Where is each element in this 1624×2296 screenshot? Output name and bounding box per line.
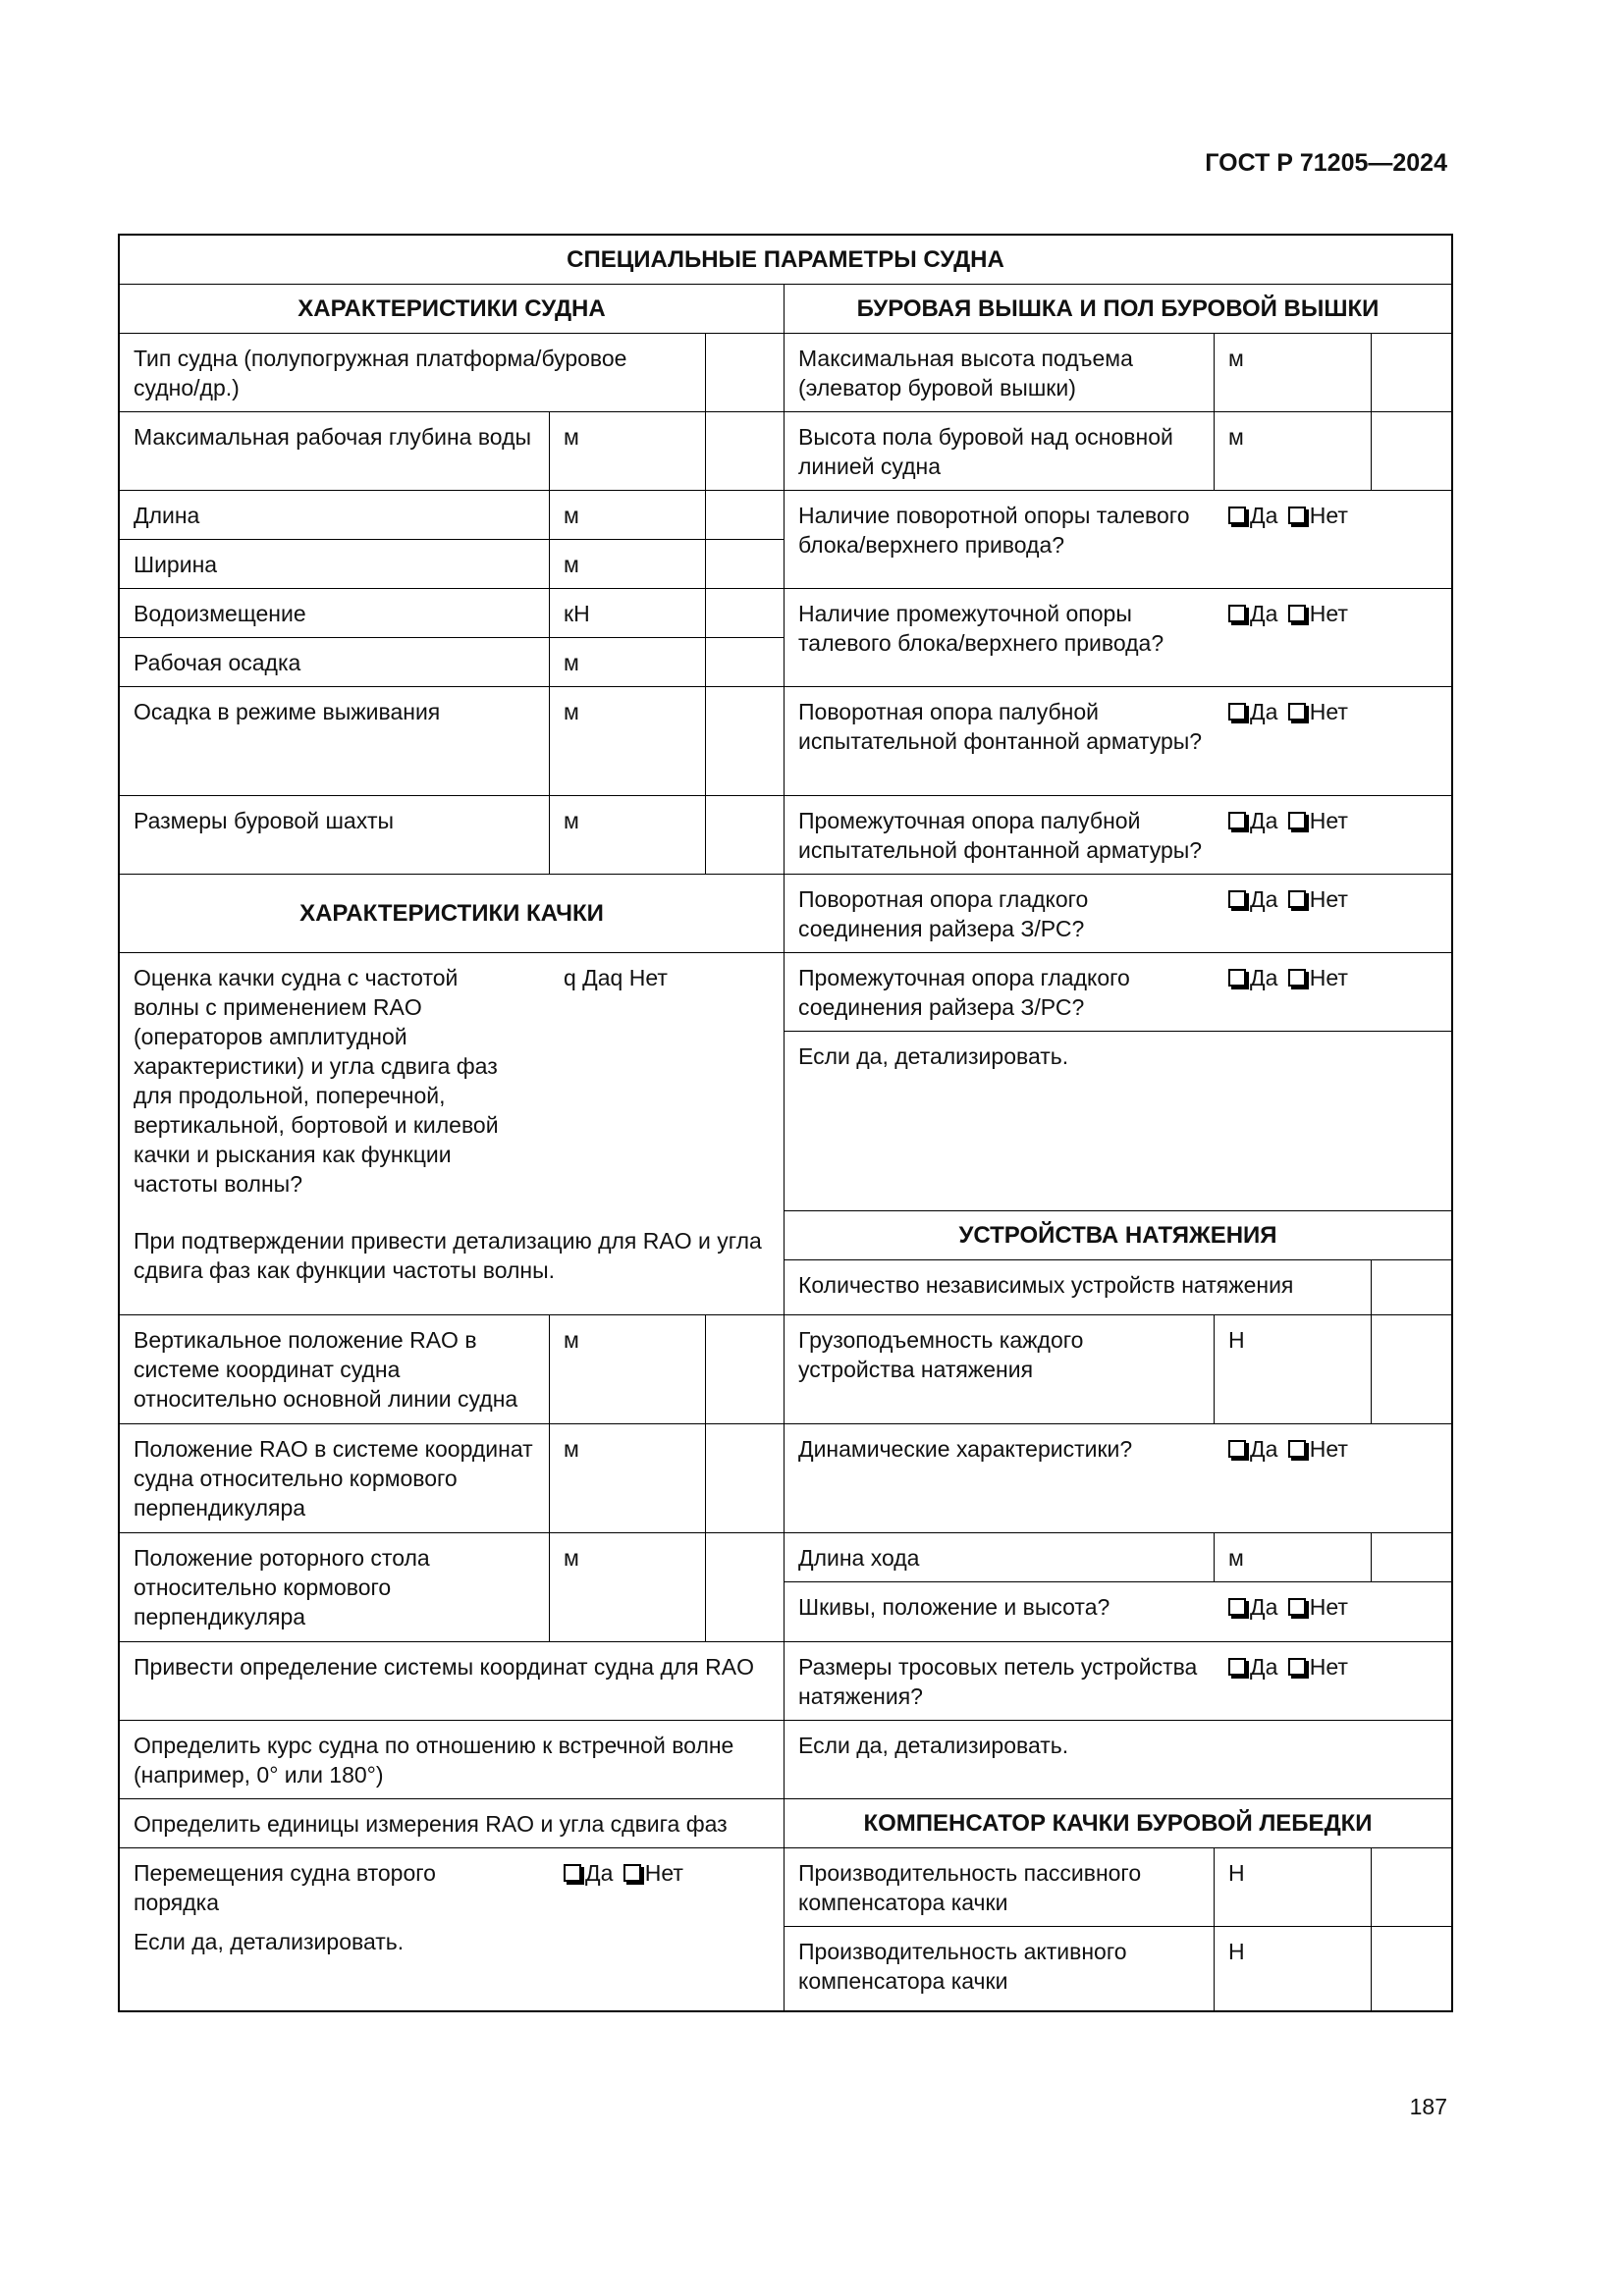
no-label: Нет — [644, 1860, 683, 1886]
yes-label: Да — [1250, 965, 1278, 990]
travelling-block-pivot-label: Наличие поворотной опоры талевого блока/верхнего привода? — [798, 503, 1190, 558]
travelling-block-pivot-yes-no — [1228, 501, 1348, 530]
rao-assessment-cell — [120, 953, 785, 1315]
sheaves-yes-no — [1228, 1592, 1348, 1622]
rotary-table-position-unit: м — [550, 1533, 706, 1642]
checkbox-yes[interactable] — [1228, 812, 1246, 829]
checkbox-yes[interactable] — [1228, 1440, 1246, 1458]
width-label: Ширина — [120, 540, 550, 589]
checkbox-yes[interactable] — [1228, 605, 1246, 622]
test-tree-pivot-label: Поворотная опора палубной испытательной фонтанной арматуры? — [798, 699, 1203, 754]
yes-label: Да — [1250, 601, 1278, 626]
rao-question: Оценка качки судна с частотой волны с применением RAO (операторов амплитудной характеристики) и угла сдвига фаз для продольной, поперечной, вертикальной, бортовой и килевой качки и рыскания как функции частоты волны? — [134, 965, 499, 1197]
checkbox-yes[interactable] — [1228, 969, 1246, 987]
no-label: Нет — [1309, 965, 1348, 990]
yes-label: Да — [585, 1860, 614, 1886]
no-label: Нет — [1309, 808, 1348, 833]
test-tree-pivot-yes-no — [1228, 697, 1348, 726]
rao-vertical-position-unit: м — [550, 1315, 706, 1424]
vessel-heading-definition: Определить курс судна по отношению к встречной волне (например, 0° или 180°) — [120, 1721, 785, 1799]
length-label: Длина — [120, 491, 550, 540]
checkbox-yes[interactable] — [1228, 890, 1246, 908]
active-compensator-value[interactable] — [1372, 1927, 1451, 2010]
tensioner-count-label: Количество независимых устройств натяжения — [785, 1260, 1372, 1315]
second-order-yes-no — [564, 1858, 683, 1888]
rao-note: При подтверждении привести детализацию для RAO и угла сдвига фаз как функции частоты волны. — [134, 1228, 762, 1283]
no-label: Нет — [1309, 886, 1348, 912]
displacement-unit: кН — [550, 589, 706, 638]
yes-label: Да — [1250, 808, 1278, 833]
checkbox-no[interactable] — [1288, 1598, 1306, 1616]
test-tree-intermediate-label: Промежуточная опора палубной испытательной фонтанной арматуры? — [798, 808, 1203, 863]
special-parameters-table — [118, 234, 1453, 2012]
drill-floor-height-label: Высота пола буровой над основной линией судна — [785, 412, 1215, 491]
active-compensator-unit: Н — [1215, 1927, 1372, 2010]
tensioner-capacity-label: Грузоподъемность каждого устройства натяжения — [785, 1315, 1215, 1424]
checkbox-no[interactable] — [1288, 703, 1306, 721]
checkbox-no[interactable] — [1288, 969, 1306, 987]
document-code: ГОСТ Р 71205—2024 — [1205, 149, 1447, 177]
riser-details-note: Если да, детализировать. — [785, 1032, 1451, 1211]
survival-draft-value[interactable] — [706, 687, 785, 796]
riser-flex-pivot-yes-no — [1228, 884, 1348, 914]
survival-draft-unit: м — [550, 687, 706, 796]
riser-flex-intermediate-row — [785, 953, 1451, 1032]
no-label: Нет — [1309, 503, 1348, 528]
tensioner-count-value[interactable] — [1372, 1260, 1451, 1315]
rao-vertical-position-value[interactable] — [706, 1315, 785, 1424]
max-water-depth-value[interactable] — [706, 412, 785, 491]
sheaves-label: Шкивы, положение и высота? — [798, 1594, 1110, 1620]
section-motion-compensator: КОМПЕНСАТОР КАЧКИ БУРОВОЙ ЛЕБЕДКИ — [785, 1799, 1451, 1848]
operating-draft-unit: м — [550, 638, 706, 687]
travelling-block-intermediate-row — [785, 589, 1451, 687]
travelling-block-pivot-row — [785, 491, 1451, 589]
checkbox-no[interactable] — [1288, 1658, 1306, 1676]
displacement-label: Водоизмещение — [120, 589, 550, 638]
second-order-motions-cell — [120, 1848, 785, 2010]
max-water-depth-label: Максимальная рабочая глубина воды — [120, 412, 550, 491]
test-tree-intermediate-yes-no — [1228, 806, 1348, 835]
section-derrick-drill-floor: БУРОВАЯ ВЫШКА И ПОЛ БУРОВОЙ ВЫШКИ — [785, 285, 1451, 334]
rao-aft-position-value[interactable] — [706, 1424, 785, 1533]
wire-loops-label: Размеры тросовых петель устройства натяжения? — [798, 1654, 1198, 1709]
yes-label: Да — [1250, 1436, 1278, 1462]
checkbox-no[interactable] — [1288, 1440, 1306, 1458]
checkbox-yes[interactable] — [1228, 1658, 1246, 1676]
max-water-depth-unit: м — [550, 412, 706, 491]
section-vessel-characteristics: ХАРАКТЕРИСТИКИ СУДНА — [120, 285, 785, 334]
tensioner-capacity-value[interactable] — [1372, 1315, 1451, 1424]
stroke-length-label: Длина хода — [785, 1533, 1215, 1582]
yes-label: Да — [1250, 1594, 1278, 1620]
checkbox-no[interactable] — [623, 1864, 641, 1882]
travelling-block-intermediate-yes-no — [1228, 599, 1348, 628]
sheaves-row — [785, 1582, 1451, 1642]
max-hoist-height-label: Максимальная высота подъема (элеватор буровой вышки) — [785, 334, 1215, 412]
yes-label: Да — [1250, 886, 1278, 912]
dynamic-characteristics-yes-no — [1228, 1434, 1348, 1464]
riser-flex-intermediate-yes-no — [1228, 963, 1348, 992]
stroke-length-value[interactable] — [1372, 1533, 1451, 1582]
width-unit: м — [550, 540, 706, 589]
coordinate-system-definition: Привести определение системы координат судна для RAO — [120, 1642, 785, 1721]
length-unit: м — [550, 491, 706, 540]
max-hoist-height-unit: м — [1215, 334, 1372, 412]
drill-floor-height-value[interactable] — [1372, 412, 1451, 491]
second-order-details-note: Если да, детализировать. — [134, 1929, 405, 1954]
vessel-type-label: Тип судна (полупогружная платформа/буровое судно/др.) — [120, 334, 706, 412]
moonpool-size-label: Размеры буровой шахты — [120, 796, 550, 875]
checkbox-yes[interactable] — [564, 1864, 581, 1882]
wire-loops-yes-no — [1228, 1652, 1348, 1682]
wire-loops-row — [785, 1642, 1451, 1721]
rao-aft-position-label: Положение RAO в системе координат судна относительно кормового перпендикуляра — [120, 1424, 550, 1533]
length-value[interactable] — [706, 491, 785, 540]
table-title: СПЕЦИАЛЬНЫЕ ПАРАМЕТРЫ СУДНА — [120, 236, 1451, 285]
tensioner-capacity-unit: Н — [1215, 1315, 1372, 1424]
no-label: Нет — [1309, 1594, 1348, 1620]
no-label: Нет — [1309, 699, 1348, 724]
rao-vertical-position-label: Вертикальное положение RAO в системе координат судна относительно основной линии судна — [120, 1315, 550, 1424]
no-label: Нет — [1309, 601, 1348, 626]
riser-flex-pivot-label: Поворотная опора гладкого соединения райзера З/РС? — [798, 886, 1089, 941]
rotary-table-position-label: Положение роторного стола относительно кормового перпендикуляра — [120, 1533, 550, 1642]
stroke-length-unit: м — [1215, 1533, 1372, 1582]
passive-compensator-unit: Н — [1215, 1848, 1372, 1927]
test-tree-intermediate-row — [785, 796, 1451, 875]
checkbox-no[interactable] — [1288, 605, 1306, 622]
rao-aft-position-unit: м — [550, 1424, 706, 1533]
second-order-motions-label: Перемещения судна второго порядка — [134, 1860, 436, 1915]
checkbox-yes[interactable] — [1228, 703, 1246, 721]
checkbox-yes[interactable] — [1228, 1598, 1246, 1616]
yes-label: Да — [1250, 503, 1278, 528]
test-tree-pivot-row — [785, 687, 1451, 796]
width-value[interactable] — [706, 540, 785, 589]
passive-compensator-label: Производительность пассивного компенсатора качки — [785, 1848, 1215, 1927]
drill-floor-height-unit: м — [1215, 412, 1372, 491]
section-motion-characteristics: ХАРАКТЕРИСТИКИ КАЧКИ — [120, 875, 785, 953]
no-label: Нет — [1309, 1436, 1348, 1462]
active-compensator-label: Производительность активного компенсатора качки — [785, 1927, 1215, 2010]
moonpool-size-value[interactable] — [706, 796, 785, 875]
travelling-block-intermediate-label: Наличие промежуточной опоры талевого блока/верхнего привода? — [798, 601, 1164, 656]
survival-draft-label: Осадка в режиме выживания — [120, 687, 550, 796]
rao-answer: q Даq Нет — [564, 965, 668, 990]
no-label: Нет — [1309, 1654, 1348, 1680]
section-tensioners: УСТРОЙСТВА НАТЯЖЕНИЯ — [785, 1211, 1451, 1260]
riser-flex-pivot-row — [785, 875, 1451, 953]
vessel-type-value[interactable] — [706, 334, 785, 412]
page-number: 187 — [1409, 2094, 1447, 2119]
checkbox-no[interactable] — [1288, 507, 1306, 524]
dynamic-characteristics-row — [785, 1424, 1451, 1533]
checkbox-yes[interactable] — [1228, 507, 1246, 524]
checkbox-no[interactable] — [1288, 890, 1306, 908]
checkbox-no[interactable] — [1288, 812, 1306, 829]
rao-units-definition: Определить единицы измерения RAO и угла сдвига фаз — [120, 1799, 785, 1848]
yes-label: Да — [1250, 1654, 1278, 1680]
yes-label: Да — [1250, 699, 1278, 724]
max-hoist-height-value[interactable] — [1372, 334, 1451, 412]
operating-draft-label: Рабочая осадка — [120, 638, 550, 687]
rotary-table-position-value[interactable] — [706, 1533, 785, 1642]
moonpool-size-unit: м — [550, 796, 706, 875]
displacement-value[interactable] — [706, 589, 785, 638]
passive-compensator-value[interactable] — [1372, 1848, 1451, 1927]
dynamic-characteristics-label: Динамические характеристики? — [798, 1436, 1133, 1462]
riser-flex-intermediate-label: Промежуточная опора гладкого соединения райзера З/РС? — [798, 965, 1130, 1020]
tensioner-details-note: Если да, детализировать. — [785, 1721, 1451, 1799]
operating-draft-value[interactable] — [706, 638, 785, 687]
